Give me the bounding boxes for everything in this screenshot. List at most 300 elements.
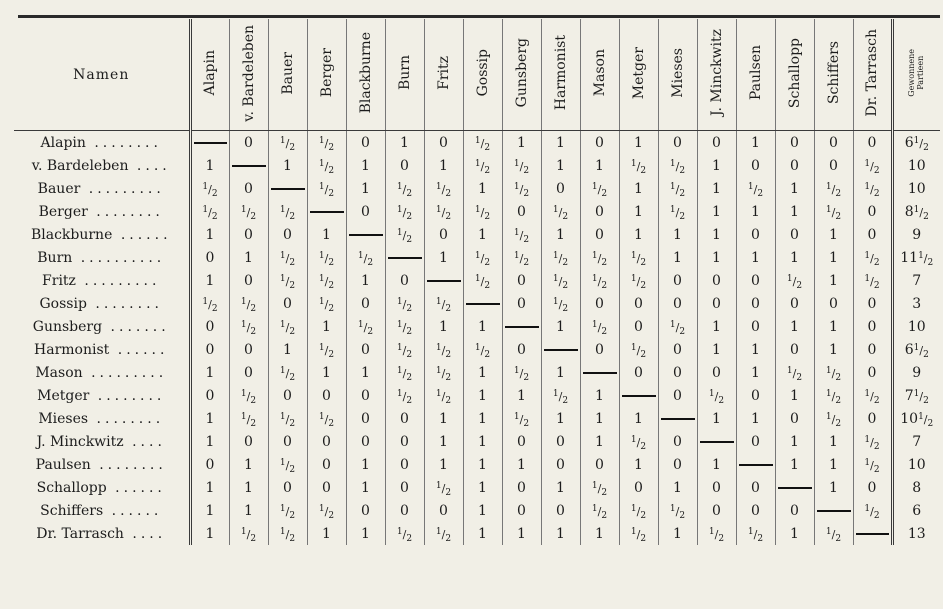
- result-cell: $^1/_2$: [541, 246, 580, 269]
- result-cell: $^1/_2$: [853, 154, 892, 177]
- column-header: [424, 19, 463, 131]
- result-cell: $^1/_2$: [268, 361, 307, 384]
- leader-dots: ........: [86, 295, 163, 312]
- dash-line: [661, 418, 695, 420]
- result-cell: 0: [658, 292, 697, 315]
- names-header: [14, 19, 190, 131]
- result-cell: $^1/_2$: [190, 177, 229, 200]
- result-cell: 0: [697, 269, 736, 292]
- result-cell: 0: [736, 384, 775, 407]
- result-cell: $^1/_2$: [619, 499, 658, 522]
- result-cell: $^1/_2$: [853, 384, 892, 407]
- result-cell: 1: [268, 338, 307, 361]
- result-cell: $^1/_2$: [268, 200, 307, 223]
- result-cell: $^1/_2$: [580, 269, 619, 292]
- column-header: [697, 19, 736, 131]
- result-cell: 1: [814, 453, 853, 476]
- result-cell: $^1/_2$: [541, 269, 580, 292]
- leader-dots: ..........: [72, 249, 166, 266]
- result-cell: 1: [658, 522, 697, 545]
- total-score: 13: [892, 522, 940, 545]
- result-cell: 0: [385, 476, 424, 499]
- result-cell: 1: [463, 361, 502, 384]
- result-cell: 0: [268, 430, 307, 453]
- result-cell: 0: [619, 315, 658, 338]
- result-cell: $^1/_2$: [580, 315, 619, 338]
- player-name-text: v. Bardeleben: [31, 157, 129, 174]
- result-cell: 1: [580, 154, 619, 177]
- result-cell: 1: [736, 200, 775, 223]
- result-cell: $^1/_2$: [463, 200, 502, 223]
- result-cell: 1: [619, 131, 658, 155]
- column-header: [190, 19, 229, 131]
- result-cell: $^1/_2$: [385, 200, 424, 223]
- leader-dots: ....: [123, 525, 167, 542]
- result-cell: 1: [502, 384, 541, 407]
- column-header: [502, 19, 541, 131]
- table-row: [14, 177, 940, 200]
- result-cell: $^1/_2$: [853, 269, 892, 292]
- result-cell: $^1/_2$: [814, 200, 853, 223]
- result-cell: 1: [814, 315, 853, 338]
- result-cell: 1: [424, 407, 463, 430]
- player-name: [14, 430, 190, 453]
- result-cell: 0: [814, 131, 853, 155]
- result-cell: 0: [580, 131, 619, 155]
- result-cell: $^1/_2$: [697, 522, 736, 545]
- result-cell: $^1/_2$: [307, 292, 346, 315]
- result-cell: 1: [463, 223, 502, 246]
- result-cell: $^1/_2$: [385, 384, 424, 407]
- total-score: $8^1/_2$: [892, 200, 940, 223]
- dash-line: [505, 326, 539, 328]
- column-header: [346, 19, 385, 131]
- result-cell: 0: [580, 292, 619, 315]
- player-name-text: Schiffers: [40, 502, 104, 519]
- self-pairing-dash: [268, 177, 307, 200]
- result-cell: 0: [853, 476, 892, 499]
- result-cell: 0: [346, 200, 385, 223]
- result-cell: $^1/_2$: [658, 315, 697, 338]
- result-cell: $^1/_2$: [307, 131, 346, 155]
- total-score: $11^1/_2$: [892, 246, 940, 269]
- result-cell: 0: [736, 269, 775, 292]
- result-cell: 1: [697, 453, 736, 476]
- result-cell: 1: [346, 522, 385, 545]
- table-row: [14, 453, 940, 476]
- table-row: [14, 223, 940, 246]
- player-name: [14, 338, 190, 361]
- result-cell: 0: [658, 269, 697, 292]
- result-cell: $^1/_2$: [307, 154, 346, 177]
- result-cell: $^1/_2$: [229, 384, 268, 407]
- result-cell: 1: [658, 476, 697, 499]
- result-cell: 1: [463, 476, 502, 499]
- result-cell: $^1/_2$: [424, 476, 463, 499]
- leader-dots: .........: [80, 180, 165, 197]
- result-cell: 1: [424, 154, 463, 177]
- player-name: [14, 200, 190, 223]
- result-cell: 0: [502, 269, 541, 292]
- result-cell: 1: [190, 476, 229, 499]
- dash-line: [232, 165, 266, 167]
- column-header: [775, 19, 814, 131]
- result-cell: 1: [541, 361, 580, 384]
- result-cell: 1: [814, 476, 853, 499]
- result-cell: 0: [424, 223, 463, 246]
- table-row: [14, 407, 940, 430]
- result-cell: 1: [463, 384, 502, 407]
- result-cell: 0: [229, 223, 268, 246]
- column-header-label: Gunsberg: [513, 38, 530, 108]
- total-score: 3: [892, 292, 940, 315]
- result-cell: 0: [307, 453, 346, 476]
- result-cell: $^1/_2$: [580, 246, 619, 269]
- result-cell: $^1/_2$: [619, 338, 658, 361]
- dash-line: [466, 303, 500, 305]
- result-cell: 1: [190, 223, 229, 246]
- result-cell: 0: [424, 499, 463, 522]
- column-header-label: Alapin: [202, 50, 218, 96]
- result-cell: $^1/_2$: [385, 338, 424, 361]
- result-cell: 0: [307, 384, 346, 407]
- result-cell: $^1/_2$: [853, 430, 892, 453]
- result-cell: $^1/_2$: [463, 154, 502, 177]
- total-header-line1: Gewonnene: [906, 49, 916, 97]
- column-header: [268, 19, 307, 131]
- column-header: [463, 19, 502, 131]
- result-cell: 1: [424, 430, 463, 453]
- result-cell: $^1/_2$: [385, 292, 424, 315]
- total-score: 6: [892, 499, 940, 522]
- result-cell: 0: [190, 315, 229, 338]
- table-row: [14, 131, 940, 155]
- result-cell: $^1/_2$: [268, 269, 307, 292]
- result-cell: 0: [229, 338, 268, 361]
- result-cell: 0: [385, 499, 424, 522]
- result-cell: $^1/_2$: [814, 361, 853, 384]
- leader-dots: ........: [89, 387, 166, 404]
- result-cell: $^1/_2$: [424, 292, 463, 315]
- dash-line: [856, 533, 889, 535]
- result-cell: 0: [268, 384, 307, 407]
- player-name: [14, 177, 190, 200]
- total-score: $10^1/_2$: [892, 407, 940, 430]
- table-row: [14, 154, 940, 177]
- result-cell: 1: [697, 177, 736, 200]
- column-header: [814, 19, 853, 131]
- column-header-label: Harmonist: [552, 35, 569, 111]
- table-row: [14, 430, 940, 453]
- result-cell: $^1/_2$: [268, 522, 307, 545]
- total-score: 10: [892, 453, 940, 476]
- player-name-text: J. Minckwitz: [36, 433, 124, 450]
- result-cell: 1: [736, 361, 775, 384]
- result-cell: 1: [697, 200, 736, 223]
- result-cell: $^1/_2$: [502, 246, 541, 269]
- result-cell: 1: [541, 223, 580, 246]
- result-cell: 0: [619, 361, 658, 384]
- dash-line: [622, 395, 656, 397]
- total-header-label: [908, 49, 926, 97]
- result-cell: 1: [463, 499, 502, 522]
- result-cell: 0: [736, 476, 775, 499]
- dash-line: [583, 372, 617, 374]
- leader-dots: ......: [109, 341, 169, 358]
- player-name-text: Mason: [35, 364, 83, 381]
- names-header-label: Namen: [73, 66, 130, 83]
- result-cell: 1: [190, 407, 229, 430]
- result-cell: 0: [853, 338, 892, 361]
- result-cell: $^1/_2$: [463, 246, 502, 269]
- player-name: [14, 315, 190, 338]
- result-cell: $^1/_2$: [424, 361, 463, 384]
- self-pairing-dash: [697, 430, 736, 453]
- total-score: 7: [892, 430, 940, 453]
- result-cell: 0: [658, 453, 697, 476]
- column-header-label: Gossip: [474, 49, 491, 97]
- result-cell: 0: [541, 453, 580, 476]
- result-cell: $^1/_2$: [307, 246, 346, 269]
- top-rule: [18, 15, 940, 18]
- result-cell: 1: [775, 453, 814, 476]
- result-cell: 1: [502, 131, 541, 155]
- result-cell: 0: [697, 131, 736, 155]
- column-header-label: Berger: [318, 48, 335, 98]
- column-header-label: Metger: [630, 46, 647, 100]
- result-cell: $^1/_2$: [307, 269, 346, 292]
- result-cell: 0: [736, 154, 775, 177]
- result-cell: $^1/_2$: [268, 407, 307, 430]
- table-row: [14, 361, 940, 384]
- result-cell: $^1/_2$: [502, 154, 541, 177]
- result-cell: 1: [463, 177, 502, 200]
- result-cell: 0: [268, 223, 307, 246]
- result-cell: 1: [307, 315, 346, 338]
- result-cell: $^1/_2$: [502, 177, 541, 200]
- result-cell: 0: [307, 476, 346, 499]
- table-row: [14, 200, 940, 223]
- result-cell: $^1/_2$: [775, 269, 814, 292]
- result-cell: $^1/_2$: [346, 315, 385, 338]
- result-cell: 0: [853, 407, 892, 430]
- result-cell: 1: [307, 223, 346, 246]
- result-cell: $^1/_2$: [502, 407, 541, 430]
- column-header-label: v. Bardeleben: [240, 24, 257, 122]
- player-name: [14, 292, 190, 315]
- column-header-label: Paulsen: [747, 45, 764, 101]
- column-header-label: Bauer: [279, 51, 296, 95]
- leader-dots: .........: [82, 364, 168, 381]
- result-cell: 1: [346, 453, 385, 476]
- result-cell: 0: [385, 407, 424, 430]
- column-header: [385, 19, 424, 131]
- dash-line: [817, 510, 851, 512]
- result-cell: 1: [346, 269, 385, 292]
- result-cell: 1: [307, 522, 346, 545]
- result-cell: 1: [736, 407, 775, 430]
- result-cell: 0: [697, 499, 736, 522]
- result-cell: $^1/_2$: [463, 131, 502, 155]
- result-cell: $^1/_2$: [619, 269, 658, 292]
- result-cell: 0: [190, 338, 229, 361]
- result-cell: 1: [385, 131, 424, 155]
- result-cell: $^1/_2$: [229, 407, 268, 430]
- result-cell: 1: [775, 315, 814, 338]
- result-cell: $^1/_2$: [424, 338, 463, 361]
- leader-dots: .......: [102, 318, 170, 335]
- result-cell: 1: [775, 384, 814, 407]
- result-cell: $^1/_2$: [541, 200, 580, 223]
- total-score: $6^1/_2$: [892, 131, 940, 155]
- result-cell: $^1/_2$: [463, 338, 502, 361]
- result-cell: 0: [580, 453, 619, 476]
- result-cell: 0: [775, 338, 814, 361]
- leader-dots: ........: [88, 410, 165, 427]
- result-cell: 0: [190, 246, 229, 269]
- self-pairing-dash: [736, 453, 775, 476]
- self-pairing-dash: [658, 407, 697, 430]
- result-cell: 0: [346, 407, 385, 430]
- result-cell: $^1/_2$: [385, 223, 424, 246]
- result-cell: 0: [853, 223, 892, 246]
- result-cell: 0: [814, 154, 853, 177]
- result-cell: 0: [658, 361, 697, 384]
- result-cell: 0: [502, 292, 541, 315]
- result-cell: 1: [190, 499, 229, 522]
- result-cell: 1: [580, 384, 619, 407]
- column-header-label: Blackburne: [357, 32, 374, 114]
- result-cell: 0: [775, 131, 814, 155]
- result-cell: 1: [697, 338, 736, 361]
- self-pairing-dash: [424, 269, 463, 292]
- result-cell: $^1/_2$: [424, 384, 463, 407]
- total-score: 9: [892, 361, 940, 384]
- result-cell: 0: [502, 476, 541, 499]
- result-cell: 0: [775, 292, 814, 315]
- player-name-text: Berger: [38, 203, 88, 220]
- result-cell: 0: [268, 476, 307, 499]
- result-cell: $^1/_2$: [853, 246, 892, 269]
- result-cell: 0: [775, 154, 814, 177]
- result-cell: 1: [502, 522, 541, 545]
- result-cell: 1: [619, 177, 658, 200]
- leader-dots: ........: [87, 203, 164, 220]
- result-cell: 1: [424, 315, 463, 338]
- self-pairing-dash: [463, 292, 502, 315]
- result-cell: $^1/_2$: [814, 407, 853, 430]
- result-cell: $^1/_2$: [814, 384, 853, 407]
- self-pairing-dash: [190, 131, 229, 155]
- leader-dots: ....: [123, 433, 166, 450]
- result-cell: 0: [541, 430, 580, 453]
- player-name-text: Mieses: [38, 410, 89, 427]
- dash-line: [778, 487, 812, 489]
- leader-dots: ........: [90, 456, 167, 473]
- result-cell: 1: [814, 338, 853, 361]
- table-row: [14, 476, 940, 499]
- result-cell: $^1/_2$: [541, 292, 580, 315]
- result-cell: 1: [502, 453, 541, 476]
- result-cell: 0: [502, 200, 541, 223]
- result-cell: 1: [463, 430, 502, 453]
- result-cell: $^1/_2$: [814, 177, 853, 200]
- result-cell: 1: [346, 361, 385, 384]
- result-cell: 0: [697, 476, 736, 499]
- result-cell: 0: [775, 499, 814, 522]
- column-header: [229, 19, 268, 131]
- result-cell: $^1/_2$: [385, 315, 424, 338]
- result-cell: 0: [346, 430, 385, 453]
- result-cell: 1: [775, 522, 814, 545]
- result-cell: 0: [502, 430, 541, 453]
- self-pairing-dash: [541, 338, 580, 361]
- player-name-text: Schallopp: [36, 479, 107, 496]
- total-score: 10: [892, 177, 940, 200]
- total-header-line2: Partieen: [915, 56, 925, 91]
- result-cell: 0: [229, 361, 268, 384]
- result-cell: 1: [619, 223, 658, 246]
- result-cell: 1: [424, 246, 463, 269]
- player-name: [14, 407, 190, 430]
- result-cell: 1: [814, 246, 853, 269]
- result-cell: 1: [697, 407, 736, 430]
- total-score: 8: [892, 476, 940, 499]
- result-cell: 0: [190, 453, 229, 476]
- result-cell: 1: [697, 154, 736, 177]
- result-cell: 1: [190, 154, 229, 177]
- result-cell: 1: [346, 476, 385, 499]
- player-name-text: Gossip: [39, 295, 87, 312]
- table-row: [14, 292, 940, 315]
- result-cell: $^1/_2$: [697, 384, 736, 407]
- result-cell: $^1/_2$: [658, 177, 697, 200]
- result-cell: 1: [814, 269, 853, 292]
- total-score: 7: [892, 269, 940, 292]
- column-header: [658, 19, 697, 131]
- dash-line: [388, 257, 422, 259]
- result-cell: 0: [229, 269, 268, 292]
- result-cell: 1: [541, 476, 580, 499]
- result-cell: 1: [697, 246, 736, 269]
- result-cell: 1: [541, 131, 580, 155]
- self-pairing-dash: [385, 246, 424, 269]
- leader-dots: ....: [128, 157, 171, 174]
- result-cell: 1: [658, 246, 697, 269]
- column-header: [853, 19, 892, 131]
- total-score: 10: [892, 154, 940, 177]
- result-cell: $^1/_2$: [346, 246, 385, 269]
- player-name: [14, 499, 190, 522]
- player-name-text: Burn: [37, 249, 73, 266]
- player-name-text: Bauer: [37, 180, 81, 197]
- result-cell: $^1/_2$: [619, 154, 658, 177]
- result-cell: 1: [268, 154, 307, 177]
- result-cell: $^1/_2$: [268, 246, 307, 269]
- result-cell: $^1/_2$: [853, 499, 892, 522]
- result-cell: 0: [190, 384, 229, 407]
- result-cell: 1: [463, 407, 502, 430]
- result-cell: 0: [658, 430, 697, 453]
- result-cell: $^1/_2$: [658, 154, 697, 177]
- result-cell: $^1/_2$: [619, 246, 658, 269]
- result-cell: 1: [697, 223, 736, 246]
- result-cell: 0: [853, 200, 892, 223]
- result-cell: 0: [580, 200, 619, 223]
- result-cell: 0: [541, 499, 580, 522]
- dash-line: [349, 234, 383, 236]
- player-name: [14, 131, 190, 155]
